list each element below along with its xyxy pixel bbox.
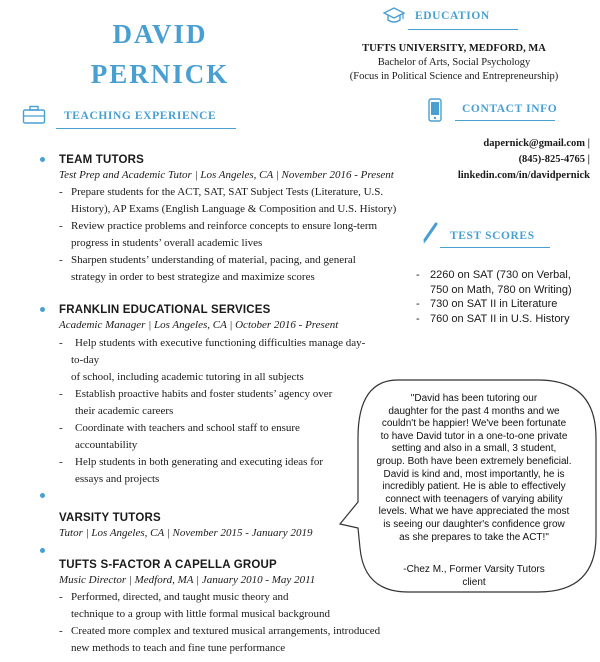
job-company: FRANKLIN EDUCATIONAL SERVICES (59, 304, 271, 316)
job-bullet: - Prepare students for the ACT, SAT, SAT Subject Tests (Literature, U.S. History), AP Exams (English Language & Composition and U.S. History) (59, 186, 397, 215)
job-role: Tutor | Los Angeles, CA | November 2015 - January 2019 (59, 527, 313, 539)
first-name: DAVID (112, 19, 208, 49)
job-bullet: - Performed, directed, and taught music theory and technique to a group with little formal musical background (59, 591, 331, 620)
job-bullet: - Help students in both generating and executing ideas for essays and projects (59, 456, 324, 485)
job-bullet: - Establish proactive habits and foster students’ agency over their academic careers (59, 388, 333, 417)
job-marker (40, 157, 45, 162)
job-company: TUFTS S-FACTOR A CAPELLA GROUP (59, 559, 277, 571)
education-degree: Bachelor of Arts, Social Psychology (377, 57, 531, 68)
experience-heading: TEACHING EXPERIENCE (64, 110, 217, 122)
contact-email: dapernick@gmail.com | (483, 138, 590, 149)
education-focus: (Focus in Political Science and Entrepreneurship) (349, 71, 559, 82)
job-bullet-list (59, 184, 429, 286)
job-bullet-list (59, 589, 419, 657)
testimonial-attribution: -Chez M., Former Varsity Tutors client (403, 564, 545, 588)
job-role: Music Director | Medford, MA | January 2010 - May 2011 (59, 574, 316, 586)
contact-phone: (845)-825-4765 | (518, 154, 590, 165)
contact-linkedin: linkedin.com/in/davidpernick (457, 170, 590, 181)
education-school: TUFTS UNIVERSITY, MEDFORD, MA (362, 43, 546, 54)
phone-icon (428, 98, 442, 122)
last-name: PERNICK (90, 59, 230, 89)
contact-heading: CONTACT INFO (462, 103, 558, 115)
score-item: - 760 on SAT II in U.S. History (416, 312, 570, 325)
briefcase-icon (22, 105, 46, 125)
job-bullet: - Sharpen students’ understanding of material, pacing, and general strategy in order to best strategize and maximize scores (59, 254, 356, 283)
job-company: VARSITY TUTORS (59, 512, 161, 524)
job-company: TEAM TUTORS (59, 154, 145, 166)
job-role: Test Prep and Academic Tutor | Los Angeles, CA | November 2016 - Present (59, 169, 394, 181)
job-marker (40, 307, 45, 312)
job-bullet: - Help students with executive functioning difficulties manage day- to-day of school, including academic tutoring in all subjects (59, 337, 366, 383)
experience-rule (56, 128, 236, 129)
job-bullet: - Coordinate with teachers and school staff to ensure accountability (59, 422, 300, 451)
candidate-name (60, 14, 260, 94)
contact-details (420, 136, 590, 184)
testimonial-quote: "David has been tutoring our daughter for the past 4 months and we couldn't be happier! We've been fortunate to have David tutor in a one-to-one private setting and also in a small, 3 student, group. Both have been extremely beneficial. David is kind and, most importantly, he is incredibly patient. He is able to effectively connect with teenagers of varying ability levels. What we have appreciated the most is seeing our daughter's confidence grow as she prepares to take the ACT!" (376, 393, 572, 543)
pencil-icon (422, 222, 438, 244)
job-marker (40, 548, 45, 553)
score-item: - 2260 on SAT (730 on Verbal, 750 on Math, 780 on Writing) (416, 269, 572, 296)
graduation-cap-icon (383, 6, 405, 26)
scores-heading: TEST SCORES (450, 230, 535, 242)
job-bullet: - Review practice problems and reinforce concepts to ensure long-term progress in students’ overall academic lives (59, 220, 378, 249)
score-item: - 730 on SAT II in Literature (416, 298, 558, 310)
scores-rule (440, 247, 550, 248)
scores-list (416, 268, 596, 326)
contact-rule (455, 120, 555, 121)
job-bullet: - Created more complex and textured musical arrangements, introduced new methods to teach and fine tune performance (59, 625, 381, 654)
job-role: Academic Manager | Los Angeles, CA | October 2016 - Present (59, 319, 339, 331)
education-rule (408, 29, 518, 30)
education-heading: EDUCATION (415, 10, 490, 22)
job-marker (40, 493, 45, 498)
